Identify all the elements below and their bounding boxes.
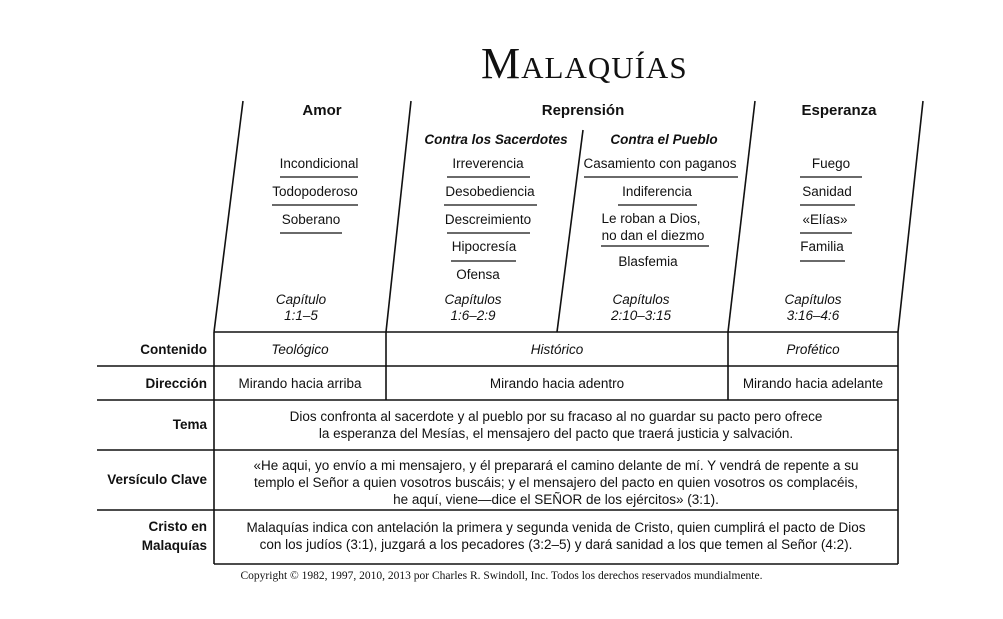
esperanza-item: Familia <box>800 239 844 254</box>
row-label-cristo-line: Malaquías <box>141 538 207 553</box>
chapter-label: Capítulos <box>784 292 842 307</box>
direccion-cell-arriba: Mirando hacia arriba <box>238 376 362 391</box>
copyright-notice: Copyright © 1982, 1997, 2010, 2013 por Charles R. Swindoll, Inc. Todos los derechos reservados mundialmente. <box>240 570 763 582</box>
contenido-cell-teologico: Teológico <box>271 342 329 357</box>
row-label-contenido: Contenido <box>140 342 207 357</box>
divider-left <box>214 101 243 332</box>
section-header-amor: Amor <box>302 102 342 119</box>
chapter-range: 1:6–2:9 <box>450 308 496 323</box>
esperanza-item: Sanidad <box>802 184 852 199</box>
versiculo-line: templo el Señor a quien vosotros buscáis; y el mensajero del pacto en quien vosotros os complacéis, <box>253 475 859 490</box>
esperanza-item: «Elías» <box>802 212 848 227</box>
tema-line: la esperanza del Mesías, el mensajero del pacto que traerá justicia y salvación. <box>318 426 794 441</box>
row-label-direccion: Dirección <box>145 376 207 391</box>
contenido-cell-historico: Histórico <box>530 342 584 357</box>
chapter-range: 3:16–4:6 <box>786 308 840 323</box>
cristo-line: Malaquías indica con antelación la primera y segunda venida de Cristo, quien cumplirá el pacto de Dios <box>246 520 866 535</box>
sacerdotes-item: Irreverencia <box>452 156 524 171</box>
versiculo-line: he aquí, viene—dice el SEÑOR de los ejércitos» (3:1). <box>393 492 719 507</box>
chapter-label: Capítulo <box>275 292 327 307</box>
chapter-ref-sacerdotes <box>444 292 501 324</box>
subheader-sacerdotes: Contra los Sacerdotes <box>424 132 568 147</box>
divider-reprension-esperanza <box>728 101 755 332</box>
sacerdotes-item: Descreimiento <box>444 212 532 227</box>
amor-item: Incondicional <box>279 156 359 171</box>
direccion-cell-adentro: Mirando hacia adentro <box>489 376 625 391</box>
cristo-text <box>214 519 898 553</box>
subheader-pueblo: Contra el Pueblo <box>610 132 718 147</box>
sacerdotes-item: Desobediencia <box>445 184 535 199</box>
tema-text <box>214 408 898 442</box>
esperanza-item: Fuego <box>811 156 851 171</box>
sacerdotes-item: Ofensa <box>456 267 500 282</box>
divider-right <box>898 101 923 332</box>
section-header-reprension: Reprensión <box>541 102 625 119</box>
chapter-range: 1:1–5 <box>284 308 318 323</box>
direccion-cell-adelante: Mirando hacia adelante <box>742 376 884 391</box>
row-label-cristo <box>2 517 207 555</box>
divider-sacerdotes-pueblo <box>557 130 583 332</box>
pueblo-item: Blasfemia <box>618 254 678 269</box>
amor-item: Todopoderoso <box>272 184 358 199</box>
versiculo-text <box>214 457 898 508</box>
tema-line: Dios confronta al sacerdote y al pueblo por su fracaso al no guardar su pacto pero ofrece <box>289 409 823 424</box>
chapter-label: Capítulos <box>444 292 502 307</box>
pueblo-item: Le roban a Dios, <box>601 211 701 226</box>
chapter-label: Capítulos <box>612 292 670 307</box>
section-header-esperanza: Esperanza <box>801 102 877 119</box>
chapter-range: 2:10–3:15 <box>610 308 672 323</box>
versiculo-line: «He aqui, yo envío a mi mensajero, y él preparará el camino delante de mí. Y vendrá de repente a su <box>253 458 859 473</box>
cristo-line: con los judíos (3:1), juzgará a los pecadores (3:2–5) y dará sanidad a los que temen al Señor (4:2). <box>259 537 853 552</box>
divider-amor-reprension <box>386 101 411 332</box>
sacerdotes-item: Hipocresía <box>451 239 517 254</box>
row-label-versiculo-clave: Versículo Clave <box>107 472 207 487</box>
chapter-ref-amor <box>276 292 326 324</box>
row-label-tema: Tema <box>172 417 207 432</box>
pueblo-item: Casamiento con paganos <box>583 156 737 171</box>
row-label-cristo-line: Cristo en <box>148 519 207 534</box>
amor-item: Soberano <box>281 212 341 227</box>
page-title: Malaquías <box>481 39 688 88</box>
pueblo-item: Indiferencia <box>622 184 692 199</box>
contenido-cell-profetico: Profético <box>786 342 840 357</box>
pueblo-item: no dan el diezmo <box>601 228 705 243</box>
chapter-ref-esperanza <box>784 292 841 324</box>
chapter-ref-pueblo <box>611 292 671 324</box>
